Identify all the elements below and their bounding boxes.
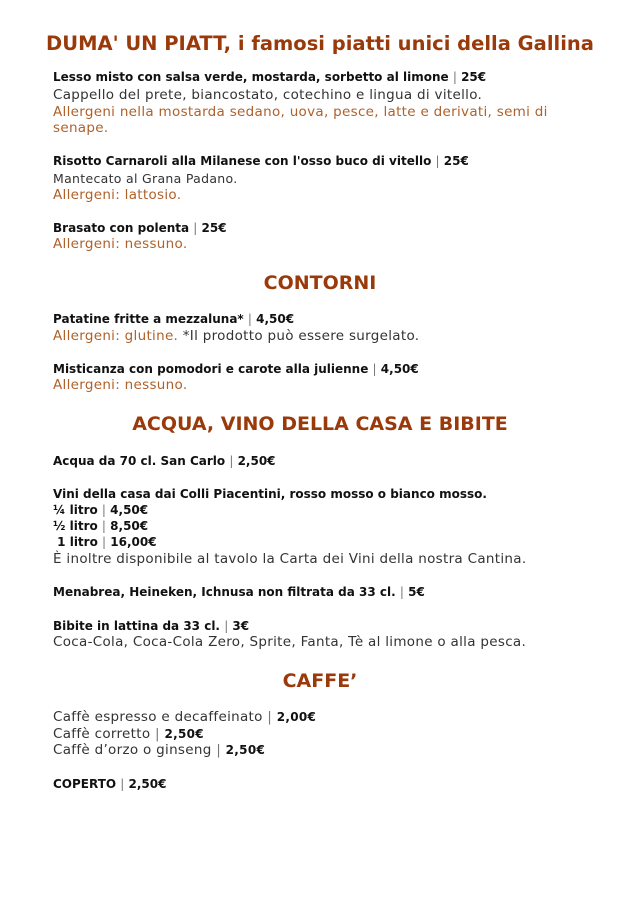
dish-desc: Cappello del prete, biancostato, cotechino e lingua di vitello. (53, 87, 483, 103)
dish-allergens: Allergeni: glutine. *Il prodotto può essere surgelato. (53, 328, 420, 344)
dish-name: Brasato con polenta | 25€ (53, 221, 227, 235)
wine-size: ½ litro | 8,50€ (53, 519, 149, 533)
coperto: COPERTO | 2,50€ (53, 777, 167, 791)
section-title-piatti: DUMA' UN PIATT, i famosi piatti unici della Gallina (46, 32, 594, 55)
dish-name: Risotto Carnaroli alla Milanese con l'osso buco di vitello | 25€ (53, 154, 469, 168)
wine-size: ¼ litro | 4,50€ (53, 503, 149, 517)
dish-allergens: Allergeni: nessuno. (53, 377, 188, 393)
dish-allergens: Allergeni: nessuno. (53, 236, 188, 252)
dish-name: Lesso misto con salsa verde, mostarda, sorbetto al limone | 25€ (53, 70, 487, 84)
drink-desc: Coca-Cola, Coca-Cola Zero, Sprite, Fanta, Tè al limone o alla pesca. (53, 634, 527, 650)
dish-allergens: Allergeni: lattosio. (53, 187, 182, 203)
coffee-item: Caffè corretto | 2,50€ (53, 726, 204, 742)
dish-allergens: senape. (53, 120, 109, 136)
drink-name: Vini della casa dai Colli Piacentini, rosso mosso o bianco mosso. (53, 487, 487, 501)
coffee-item: Caffè espresso e decaffeinato | 2,00€ (53, 709, 317, 725)
wine-size: 1 litro | 16,00€ (53, 535, 157, 549)
section-title-caffe: CAFFE’ (282, 670, 358, 692)
dish-allergens: Allergeni nella mostarda sedano, uova, pesce, latte e derivati, semi di (53, 104, 548, 120)
drink-name: Bibite in lattina da 33 cl. | 3€ (53, 619, 250, 633)
drink-name: Menabrea, Heineken, Ichnusa non filtrata da 33 cl. | 5€ (53, 585, 425, 599)
dish-desc: Mantecato al Grana Padano. (53, 171, 238, 186)
drink-name: Acqua da 70 cl. San Carlo | 2,50€ (53, 454, 276, 468)
coffee-item: Caffè d’orzo o ginseng | 2,50€ (53, 742, 266, 758)
section-title-contorni: CONTORNI (263, 272, 377, 294)
wine-note: È inoltre disponibile al tavolo la Carta dei Vini della nostra Cantina. (53, 551, 527, 567)
dish-name: Patatine fritte a mezzaluna* | 4,50€ (53, 312, 295, 326)
dish-name: Misticanza con pomodori e carote alla julienne | 4,50€ (53, 362, 419, 376)
section-title-bevande: ACQUA, VINO DELLA CASA E BIBITE (132, 413, 508, 435)
